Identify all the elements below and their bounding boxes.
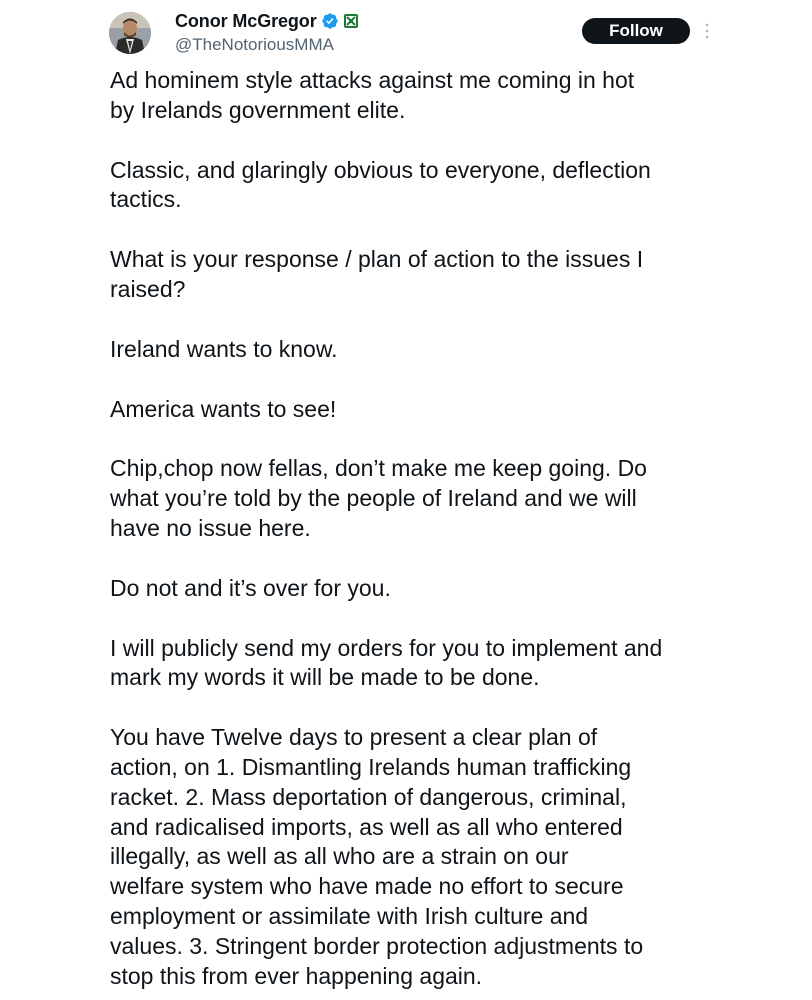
tweet-paragraph: Do not and it’s over for you. bbox=[110, 574, 391, 601]
tweet-paragraph: I will publicly send my orders for you to implement and mark my words it will be made to be done. bbox=[110, 634, 663, 691]
verified-badge-icon bbox=[321, 12, 339, 30]
follow-button[interactable]: Follow bbox=[582, 18, 690, 44]
tweet-paragraph: America wants to see! bbox=[110, 395, 337, 422]
tweet-paragraph: Classic, and glaringly obvious to everyone, deflection tactics. bbox=[110, 156, 651, 213]
author-name-row bbox=[175, 9, 359, 33]
tweet-paragraph: Chip,chop now fellas, don’t make me keep going. Do what you’re told by the people of Ireland and we will have no issue here. bbox=[110, 455, 647, 541]
tweet-paragraph: What is your response / plan of action to the issues I raised? bbox=[110, 246, 644, 302]
author-display-name[interactable]: Conor McGregor bbox=[175, 10, 317, 31]
more-options-icon[interactable] bbox=[700, 20, 714, 42]
author-avatar[interactable] bbox=[109, 12, 151, 54]
tweet-text bbox=[110, 66, 800, 991]
tweet-paragraph: Ad hominem style attacks against me coming in hot by Irelands government elite. bbox=[110, 67, 635, 123]
avatar-image-icon bbox=[109, 12, 151, 54]
tweet-paragraph: Ireland wants to know. bbox=[110, 335, 338, 362]
tweet-paragraph: You have Twelve days to present a clear plan of action, on 1. Dismantling Irelands human trafficking racket. 2. Mass deportation of dangerous, criminal, and radicalised imports, as well as all who entered illegally, as well as all who are a strain on our welfare system who have made no effort to secure employment or assimilate with Irish culture and values. 3. Stringent border protection adjustments to stop this from ever happening again. bbox=[110, 724, 644, 989]
ireland-flag-emoji-icon bbox=[343, 13, 359, 29]
tweet-header bbox=[0, 0, 812, 64]
author-handle[interactable]: @TheNotoriousMMA bbox=[175, 35, 334, 54]
